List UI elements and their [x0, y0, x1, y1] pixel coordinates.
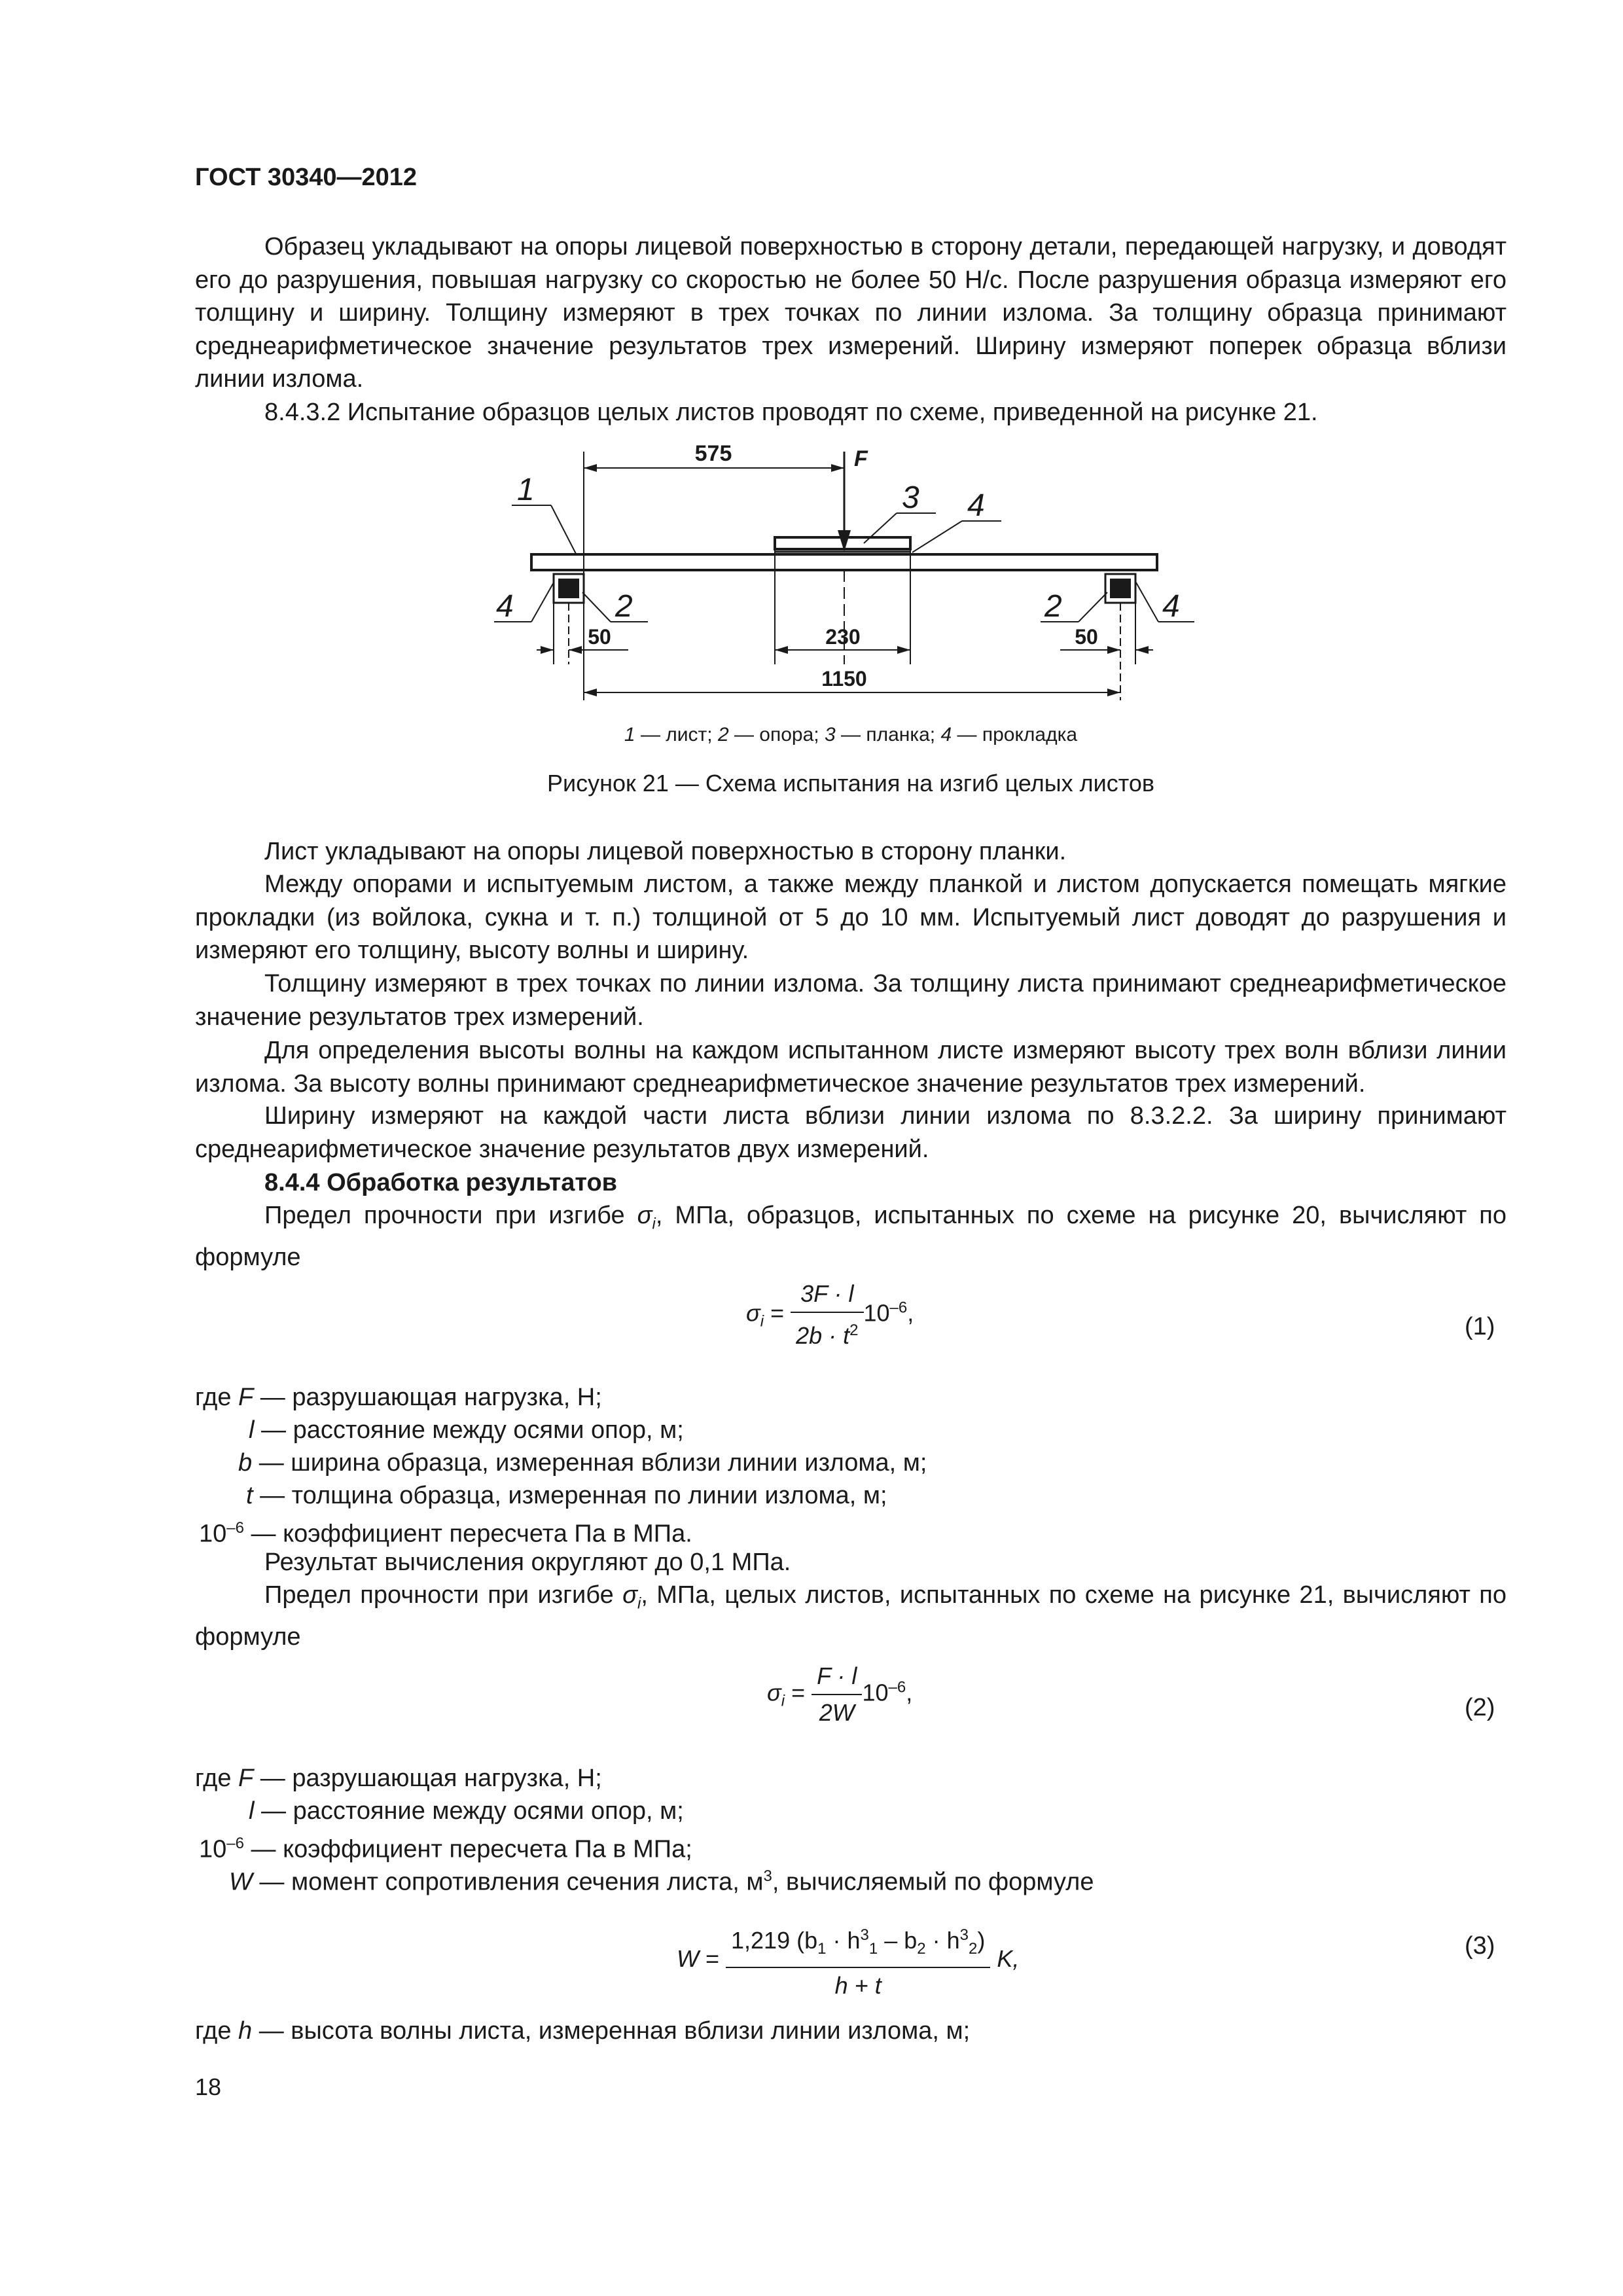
paragraph: Для определения высоты волны на каждом испытанном листе измеряют высоту трех волн вблизи линии излома. За высоту волны принимают среднеарифметическое значение результатов трех измерений. — [195, 1037, 1507, 1098]
equation-2: $\sigma_i$ = $\frac{F \cdot l}{2W}$ $10^{-6}$, — [767, 1659, 912, 1731]
paragraph: Толщину измеряют в трех точках по линии излома. За толщину листа принимают среднеарифметическое значение результатов трех измерений. — [195, 970, 1507, 1031]
dim-50-right-label: 50 — [1075, 625, 1098, 649]
where-item: где F — разрушающая нагрузка, Н; — [195, 1384, 602, 1411]
label-2-left: 2 — [615, 589, 633, 624]
label-3: 3 — [902, 480, 919, 515]
figure-caption: Рисунок 21 — Схема испытания на изгиб целых листов — [547, 770, 1154, 797]
paragraph: Предел прочности при изгибе $\sigma_i$, МПа, целых листов, испытанных по схеме на рисунке 21, вычисляют по формуле — [195, 1581, 1507, 1651]
equation-1: $\sigma_i$ = $\frac{3F \cdot l}{2b \cdot t^2}$ $10^{-6}$, — [746, 1276, 914, 1354]
sigma-symbol: $\sigma_i$ — [622, 1581, 641, 1613]
equation-3: W = $\frac{1,219 (b_1 \cdot h^3_1 - b_2 \cdot h^3_2)}{h + t}$ K, — [677, 1918, 1019, 2003]
sheet — [531, 554, 1157, 570]
where-item: $10^{-6}$ — коэффициент пересчета Па в МПа. — [199, 1519, 692, 1548]
paragraph: Результат вычисления округляют до 0,1 МПа. — [264, 1549, 791, 1576]
where-item: b — ширина образца, измеренная вблизи линии излома, м; — [238, 1449, 927, 1477]
label-2-right: 2 — [1044, 589, 1062, 624]
paragraph: Лист укладывают на опоры лицевой поверхностью в сторону планки. — [264, 838, 1067, 865]
paragraph: 8.4.3.2 Испытание образцов целых листов проводят по схеме, приведенной на рисунке 21. — [264, 399, 1318, 426]
dim-230-label: 230 — [825, 625, 861, 649]
sigma-symbol: $\sigma_i$ — [637, 1202, 656, 1233]
where-item: l — расстояние между осями опор, м; — [249, 1797, 684, 1825]
paragraph: Между опорами и испытуемым листом, а также между планкой и листом допускается помещать мягкие прокладки (из войлока, сукна и т. п.) толщиной от 5 до 10 мм. Испытуемый лист доводят до разрушения и измеряют его толщину, высоту волны и ширину. — [195, 870, 1507, 964]
label-1: 1 — [517, 473, 535, 507]
section-title: 8.4.4 Обработка результатов — [264, 1169, 618, 1196]
paragraph: Предел прочности при изгибе $\sigma_i$, МПа, образцов, испытанных по схеме на рисунке 20, вычисляют по формуле — [195, 1202, 1507, 1272]
equation-1-number: (1) — [1465, 1313, 1495, 1340]
where-item: t — толщина образца, измеренная по линии излома, м; — [246, 1482, 887, 1509]
where-item: l — расстояние между осями опор, м; — [249, 1416, 684, 1444]
where-item: W — момент сопротивления сечения листа, $м^3$, вычисляемый по формуле — [229, 1867, 1094, 1896]
equation-2-number: (2) — [1465, 1694, 1495, 1721]
document-header: ГОСТ 30340—2012 — [195, 164, 418, 191]
where-item: где h — высота волны листа, измеренная вблизи линии излома, м; — [195, 2017, 971, 2045]
label-4-right: 4 — [1162, 589, 1180, 624]
label-4-top: 4 — [967, 488, 985, 523]
where-item: $10^{-6}$ — коэффициент пересчета Па в МПа; — [199, 1835, 692, 1863]
label-4-left: 4 — [496, 589, 514, 624]
equation-3-number: (3) — [1465, 1932, 1495, 1960]
force-label: F — [854, 446, 868, 471]
page-number: 18 — [195, 2073, 222, 2100]
paragraph: Ширину измеряют на каждой части листа вблизи линии излома по 8.3.2.2. За ширину принимают среднеарифметическое значение результатов двух измерений. — [195, 1102, 1507, 1163]
where-item: где F — разрушающая нагрузка, Н; — [195, 1765, 602, 1792]
figure-legend: 1 — лист; 2 — опора; 3 — планка; 4 — прокладка — [624, 724, 1078, 745]
paragraph: Образец укладывают на опоры лицевой поверхностью в сторону детали, передающей нагрузку, и доводят его до разрушения, повышая нагрузку со скоростью не более 50 Н/с. После разрушения образца измеряют его толщину и ширину. Толщину измеряют в трех точках по линии излома. За толщину образца принимают среднеарифметическое значение результатов трех измерений. Ширину измеряют поперек образца вблизи линии излома. — [195, 233, 1507, 393]
dim-1150-label: 1150 — [821, 667, 867, 691]
dim-50-left-label: 50 — [588, 625, 611, 649]
dim-575-label: 575 — [694, 441, 732, 466]
figure-21-diagram — [458, 432, 1243, 720]
